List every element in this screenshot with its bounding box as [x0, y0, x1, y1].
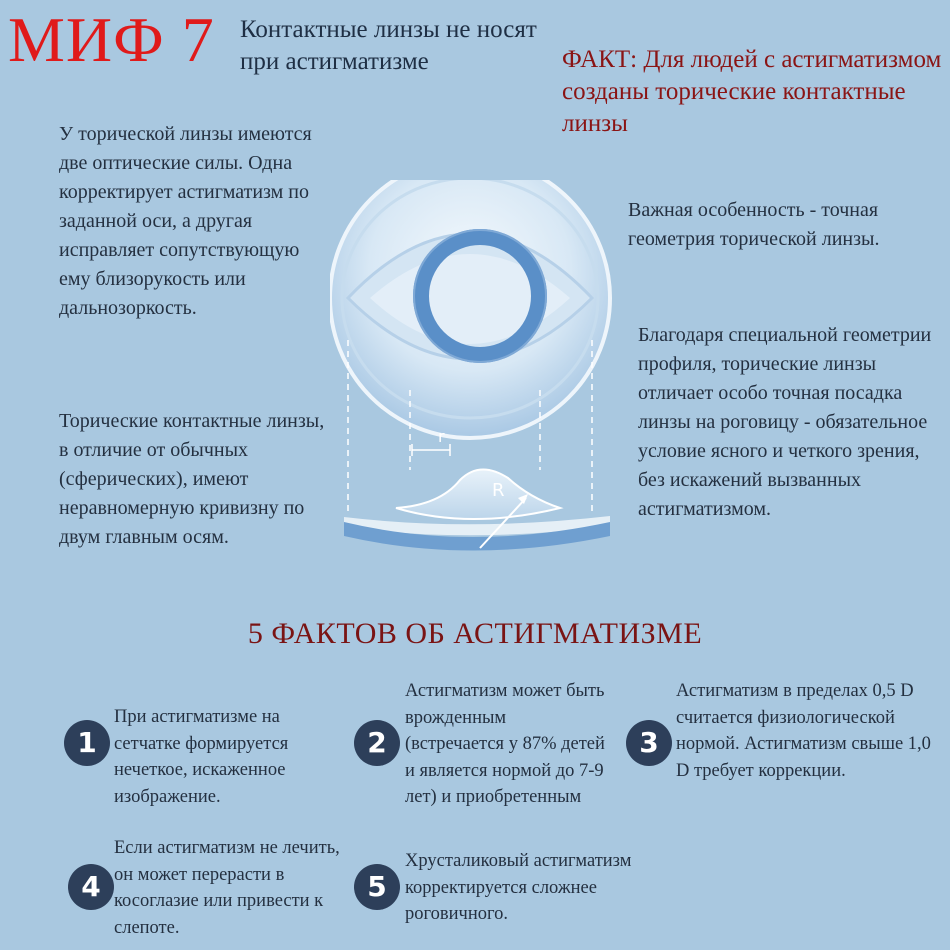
fact-item-3: Астигматизм в пределах 0,5 D считается физиологической нормой. Астигматизм свыше 1,0 D требует коррекции.: [676, 681, 931, 781]
myth-label: МИФ 7: [8, 4, 215, 75]
toric-curvature-description: Торические контактные линзы, в отличие от обычных (сферических), имеют неравномерную кривизну по двум главным осям.: [59, 410, 325, 548]
fact-number-badge: 2: [354, 720, 400, 766]
radius-small-label: r: [438, 427, 445, 446]
fact-item-4: Если астигматизм не лечить, он может перерасти в косоглазие или привести к слепоте.: [114, 838, 340, 938]
fact-statement: ФАКТ: Для людей с астигматизмом созданы торические контактные линзы: [562, 46, 942, 137]
fact-number-badge: 4: [68, 864, 114, 910]
fact-number-badge: 5: [354, 864, 400, 910]
fit-description: Благодаря специальной геометрии профиля, торические линзы отличает особо точная посадка линзы на роговицу - обязательное условие ясного и четкого зрения, без искажений вызванных астигматизмом.: [638, 324, 932, 520]
fact-number-badge: 3: [626, 720, 672, 766]
geometry-note: Важная особенность - точная геометрия торической линзы.: [628, 199, 880, 250]
facts-heading: 5 ФАКТОВ ОБ АСТИГМАТИЗМЕ: [247, 617, 703, 650]
fact-item-2: Астигматизм может быть врожденным (встречается у 87% детей и является нормой до 7-9 лет) и приобретенным: [405, 681, 605, 807]
fact-number-badge: 1: [64, 720, 110, 766]
toric-lens-illustration: [330, 180, 620, 560]
radius-big-label: R: [492, 480, 505, 501]
fact-item-1: При астигматизме на сетчатке формируется нечеткое, искаженное изображение.: [114, 707, 289, 807]
fact-item-5: Хрусталиковый астигматизм корректируется сложнее роговичного.: [405, 851, 632, 924]
toric-lens-description: У торической линзы имеются две оптические силы. Одна корректирует астигматизм по заданной оси, а другая исправляет сопутствующую ему близорукость или дальнозоркость.: [59, 123, 312, 319]
myth-statement: Контактные линзы не носят при астигматизме: [240, 16, 537, 75]
